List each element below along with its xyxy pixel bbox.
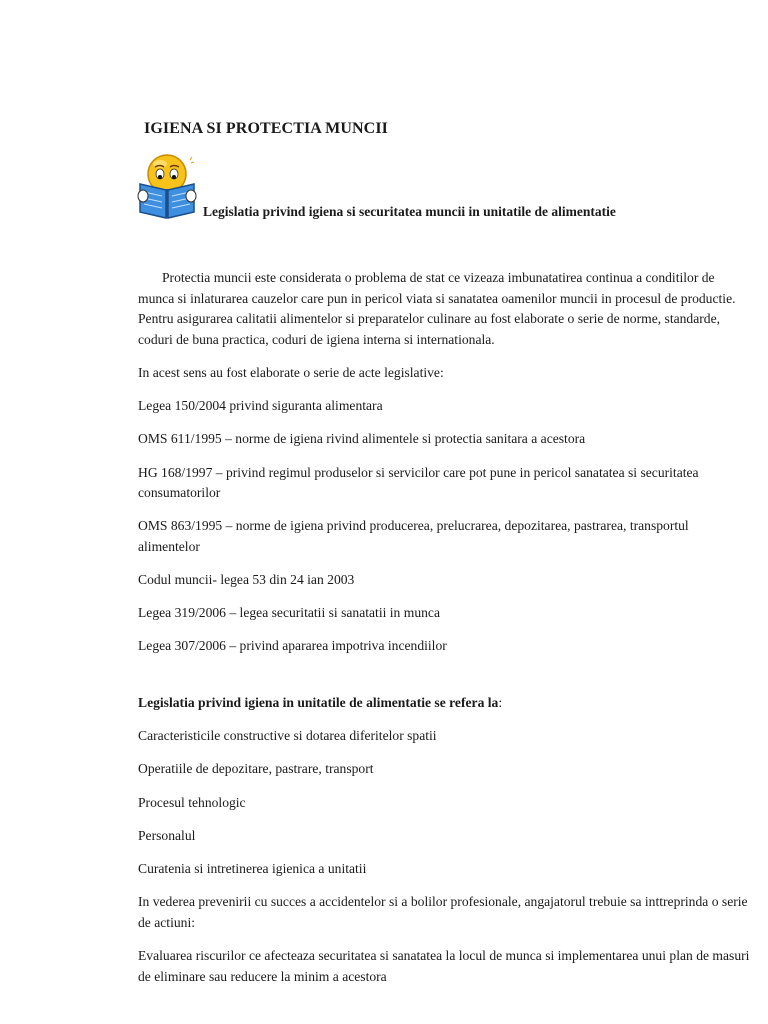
smiley-reading-book-icon	[134, 152, 200, 220]
act-item: OMS 863/1995 – norme de igiena privind producerea, prelucrarea, depozitarea, pastrarea, transportul alimentelor	[138, 518, 689, 554]
document-title: IGIENA SI PROTECTIA MUNCII	[144, 120, 388, 137]
scope-item: Procesul tehnologic	[138, 794, 246, 810]
act-item: HG 168/1997 – privind regimul produselor si servicilor care pot pune in pericol sanatatea si securitatea consumatorilor	[138, 464, 699, 501]
document-body	[138, 268, 750, 1000]
scope-lead-colon: :	[498, 695, 503, 711]
scope-item: Operatiile de depozitare, pastrare, transport	[138, 761, 374, 777]
act-item: Legea 319/2006 – legea securitatii si sanatatii in munca	[138, 605, 440, 621]
act-item: Codul muncii- legea 53 din 24 ian 2003	[138, 572, 355, 588]
scope-item: Curatenia si intretinerea igienica a unitatii	[138, 861, 367, 876]
acts-lead-paragraph: In acest sens au fost elaborate o serie de acte legislative:	[138, 364, 444, 380]
prevention-paragraph: In vederea prevenirii cu succes a accidentelor si a bolilor profesionale, angajatorul trebuie sa inttreprinda o serie de actiuni:	[138, 894, 748, 930]
act-item: OMS 611/1995 – norme de igiena rivind alimentele si protectia sanitara a acestora	[138, 431, 586, 447]
scope-item: Caracteristicile constructive si dotarea diferitelor spatii	[138, 728, 437, 744]
risk-paragraph: Evaluarea riscurilor ce afecteaza securitatea si sanatatea la locul de munca si implementarea unui plan de masuri de eliminare sau reducere la minim a acestora	[138, 947, 750, 984]
act-item: Legea 150/2004 privind siguranta alimentara	[138, 398, 383, 414]
intro-paragraph: Protectia muncii este considerata o problema de stat ce vizeaza imbunatatirea continua a conditilor de munca si inlaturarea cauzelor care pun in pericol viata si sanatatea oamenilor muncii in procesul de productie. Pentru asigurarea calitatii alimentelor si preparatelor culinare au fost elaborate o serie de norme, standarde, coduri de buna practica, coduri de igiena interna si internationala.	[138, 270, 736, 347]
scope-item: Personalul	[138, 827, 196, 843]
document-subtitle: Legislatia privind igiena si securitatea muncii in unitatile de alimentatie	[203, 204, 616, 219]
scope-lead-paragraph	[138, 693, 750, 714]
act-item: Legea 307/2006 – privind apararea impotriva incendiilor	[138, 638, 447, 654]
scope-lead-bold: Legislatia privind igiena in unitatile de alimentatie se refera la	[138, 695, 499, 711]
